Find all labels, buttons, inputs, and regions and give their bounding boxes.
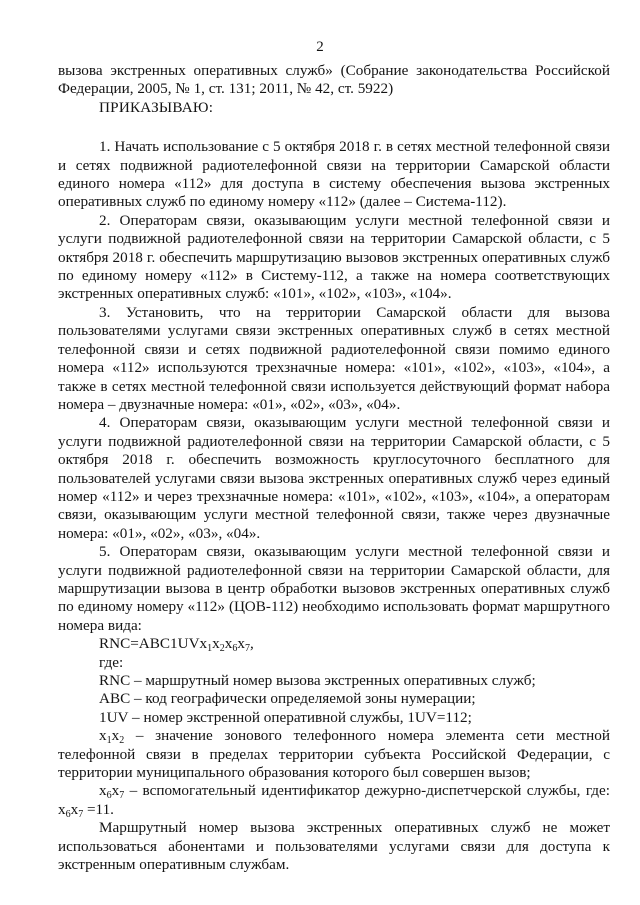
x6x7-x7b: x <box>70 800 79 818</box>
where-label: где: <box>99 653 124 671</box>
item-4: 4. Операторам связи, оказывающим услуги местной телефонной связи и услуги подвижной радиотелефонной связи на территории Самарской области, с 5 октября 2018 г. обеспечить возможность круглосуточного бесплатного для пользователей услугами связи вызова экстренных оперативных служб через единый номер «112» и через трехзначные номера: «101», «102», «103», «104», а операторам связи, оказывающим услуги местной телефонной связи, также через двузначные номера: «01», «02», «03», «04». <box>58 414 610 542</box>
x1x2-sub2: 2 <box>119 735 125 747</box>
x1x2-x2: x <box>111 727 120 745</box>
page-number: 2 <box>316 39 324 55</box>
x6x7-x6: x <box>99 782 107 800</box>
x1x2-x1: x <box>99 727 107 745</box>
x6x7-text: – вспомогательный идентификатор дежурно-диспетчерской службы, где: <box>124 782 610 800</box>
formula <box>58 635 610 653</box>
formula-x6: x <box>224 635 233 653</box>
intro-paragraph: вызова экстренных оперативных служб» (Собрание законодательства Российской Федерации, 2005, № 1, ст. 131; 2011, № 42, ст. 5922) <box>58 62 610 98</box>
item-3: 3. Установить, что на территории Самарской области для вызова пользователями услугами связи экстренных оперативных служб в сетях местной телефонной связи и сетях подвижной радиотелефонной связи помимо единого номера «112» используются трехзначные номера: «101», «102», «103», «104», а также в сетях местной телефонной связи используется действующий формат набора номера – двузначные номера: «01», «02», «03», «04». <box>58 303 610 413</box>
order-heading: ПРИКАЗЫВАЮ: <box>99 98 214 116</box>
definition-abc: ABC – код географически определяемой зоны нумерации; <box>99 690 476 708</box>
x6x7-sub6b: 6 <box>65 808 71 820</box>
formula-suffix: , <box>249 635 254 653</box>
document-body <box>58 62 610 874</box>
x6x7-x7: x <box>111 782 120 800</box>
formula-sub-6: 6 <box>232 643 238 655</box>
definition-1uv: 1UV – номер экстренной оперативной службы, 1UV=112; <box>99 708 472 726</box>
formula-x7: x <box>237 635 245 653</box>
definition-rnc: RNC – маршрутный номер вызова экстренных оперативных служб; <box>99 672 536 689</box>
formula-x2: x <box>212 635 220 653</box>
x6x7-sub6: 6 <box>106 790 112 802</box>
item-1: 1. Начать использование с 5 октября 2018 г. в сетях местной телефонной связи и сетях подвижной радиотелефонной связи на территории Самарской области единого номера «112» для доступа в систему обеспечения вызова экстренных оперативных служб по единому номеру «112» (далее – Система-112). <box>58 138 610 211</box>
x1x2-sub1: 1 <box>106 735 112 747</box>
x6x7-value: =11. <box>83 800 114 818</box>
formula-sub-1: 1 <box>207 643 213 655</box>
closing-paragraph: Маршрутный номер вызова экстренных оперативных служб не может использоваться абонентами и пользователями услугами связи для доступа к экстренным оперативным службам. <box>58 819 610 874</box>
x6x7-sub7: 7 <box>119 790 125 802</box>
definition-x6x7 <box>58 782 610 819</box>
formula-sub-2: 2 <box>219 643 225 655</box>
item-2: 2. Операторам связи, оказывающим услуги местной телефонной связи и услуги подвижной радиотелефонной связи на территории Самарской области, с 5 октября 2018 г. обеспечить маршрутизацию вызовов экстренных оперативных служб по единому номеру «112» в Систему-112, а также на номера соответствующих экстренных оперативных служб: «101», «102», «103», «104». <box>58 211 610 303</box>
x1x2-text: – значение зонового телефонного номера элемента сети местной телефонной связи в пределах территории субъекта Российской Федерации, с территории муниципального образования которого был совершен вызов; <box>58 727 610 782</box>
x6x7-x6b: x <box>58 800 66 818</box>
definition-x1x2 <box>58 727 610 782</box>
formula-sub-7: 7 <box>244 643 250 655</box>
formula-prefix: RNC=ABC1UVx <box>99 635 208 653</box>
item-5: 5. Операторам связи, оказывающим услуги местной телефонной связи и услуги подвижной радиотелефонной связи на территории Самарской области, для маршрутизации вызова в центр обработки вызовов экстренных оперативных служб по единому номеру «112» (ЦОВ-112) необходимо использовать формат маршрутного номера вида: <box>58 543 610 634</box>
x6x7-sub7b: 7 <box>78 808 84 820</box>
